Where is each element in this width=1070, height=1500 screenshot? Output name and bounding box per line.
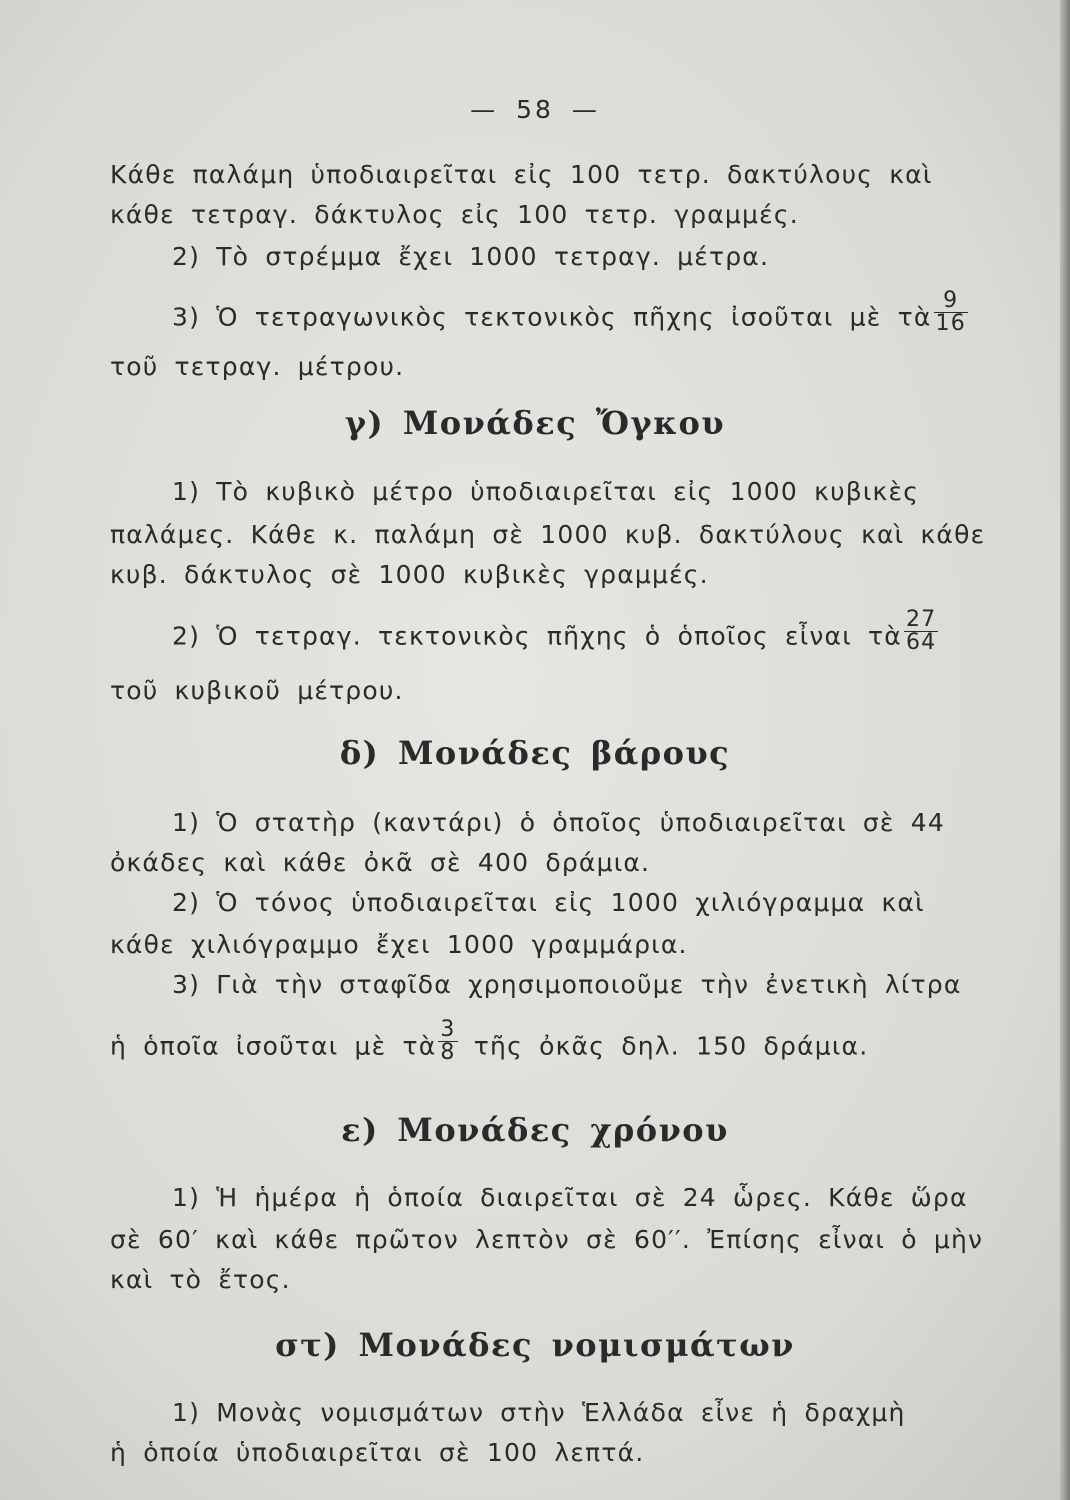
text-line: 2) Ὁ τόνος ὑποδιαιρεῖται εἰς 1000 χιλιόγραμμα καὶ	[172, 888, 925, 917]
text-line: ἡ ὁποία ὑποδιαιρεῖται σὲ 100 λεπτά.	[110, 1438, 645, 1467]
text-line-with-fraction	[110, 1017, 1060, 1070]
text-line: 2) Τὸ στρέμμα ἔχει 1000 τετραγ. μέτρα.	[172, 242, 770, 271]
text-line: κυβ. δάκτυλος σὲ 1000 κυβικὲς γραμμές.	[110, 560, 709, 589]
text-span: 2) Ὁ τετραγ. τεκτονικὸς πῆχης ὁ ὁποῖος εἶναι τὰ	[172, 621, 902, 651]
text-span: 3) Ὁ τετραγωνικὸς τεκτονικὸς πῆχης ἰσοῦται μὲ τὰ	[172, 302, 932, 332]
fraction	[904, 609, 938, 654]
text-line: 1) Τὸ κυβικὸ μέτρο ὑποδιαιρεῖται εἰς 1000 κυβικὲς	[172, 477, 920, 506]
page-number: — 58 —	[470, 95, 600, 124]
text-line: τοῦ τετραγ. μέτρου.	[110, 352, 405, 381]
fraction	[438, 1019, 457, 1064]
fraction	[934, 290, 968, 335]
fraction-numerator: 27	[905, 607, 937, 632]
text-span: ἡ ὁποῖα ἰσοῦται μὲ τὰ	[110, 1031, 437, 1061]
fraction-denominator: 16	[935, 311, 966, 336]
section-heading-currency: στ) Μονάδες νομισμάτων	[275, 1326, 795, 1364]
text-line: 1) Ἡ ἡμέρα ἡ ὁποία διαιρεῖται σὲ 24 ὧρες. Κάθε ὥρα	[172, 1183, 968, 1212]
text-line: 3) Γιὰ τὴν σταφῖδα χρησιμοποιοῦμε τὴν ἐνετικὴ λίτρα	[172, 970, 962, 999]
section-heading-time: ε) Μονάδες χρόνου	[341, 1111, 729, 1149]
section-heading-weight: δ) Μονάδες βάρους	[339, 734, 731, 772]
text-line: ὀκάδες καὶ κάθε ὀκᾶ σὲ 400 δράμια.	[110, 848, 651, 877]
text-line: κάθε χιλιόγραμμο ἔχει 1000 γραμμάρια.	[110, 930, 688, 959]
fraction-denominator: 64	[905, 630, 937, 655]
section-heading-volume: γ) Μονάδες Ὄγκου	[344, 404, 726, 442]
text-span: τῆς ὀκᾶς δηλ. 150 δράμια.	[473, 1031, 869, 1061]
text-line: κάθε τετραγ. δάκτυλος εἰς 100 τετρ. γραμμές.	[110, 200, 799, 229]
text-line-with-fraction	[172, 607, 1070, 660]
text-line: Κάθε παλάμη ὑποδιαιρεῖται εἰς 100 τετρ. δακτύλους καὶ	[110, 160, 933, 189]
fraction-numerator: 3	[440, 1017, 456, 1042]
text-line: καὶ τὸ ἔτος.	[110, 1265, 291, 1294]
text-line: 1) Μονὰς νομισμάτων στὴν Ἑλλάδα εἶνε ἡ δραχμὴ	[172, 1398, 906, 1427]
text-line-with-fraction	[172, 288, 1070, 341]
text-line: παλάμες. Κάθε κ. παλάμη σὲ 1000 κυβ. δακτύλους καὶ κάθε	[110, 520, 986, 549]
fraction-numerator: 9	[943, 288, 959, 313]
text-line: τοῦ κυβικοῦ μέτρου.	[110, 676, 404, 705]
text-line: σὲ 60′ καὶ κάθε πρῶτον λεπτὸν σὲ 60′′. Ἐπίσης εἶναι ὁ μὴν	[110, 1225, 984, 1254]
text-line: 1) Ὁ στατὴρ (καντάρι) ὁ ὁποῖος ὑποδιαιρεῖται σὲ 44	[172, 808, 945, 837]
fraction-denominator: 8	[440, 1040, 456, 1065]
